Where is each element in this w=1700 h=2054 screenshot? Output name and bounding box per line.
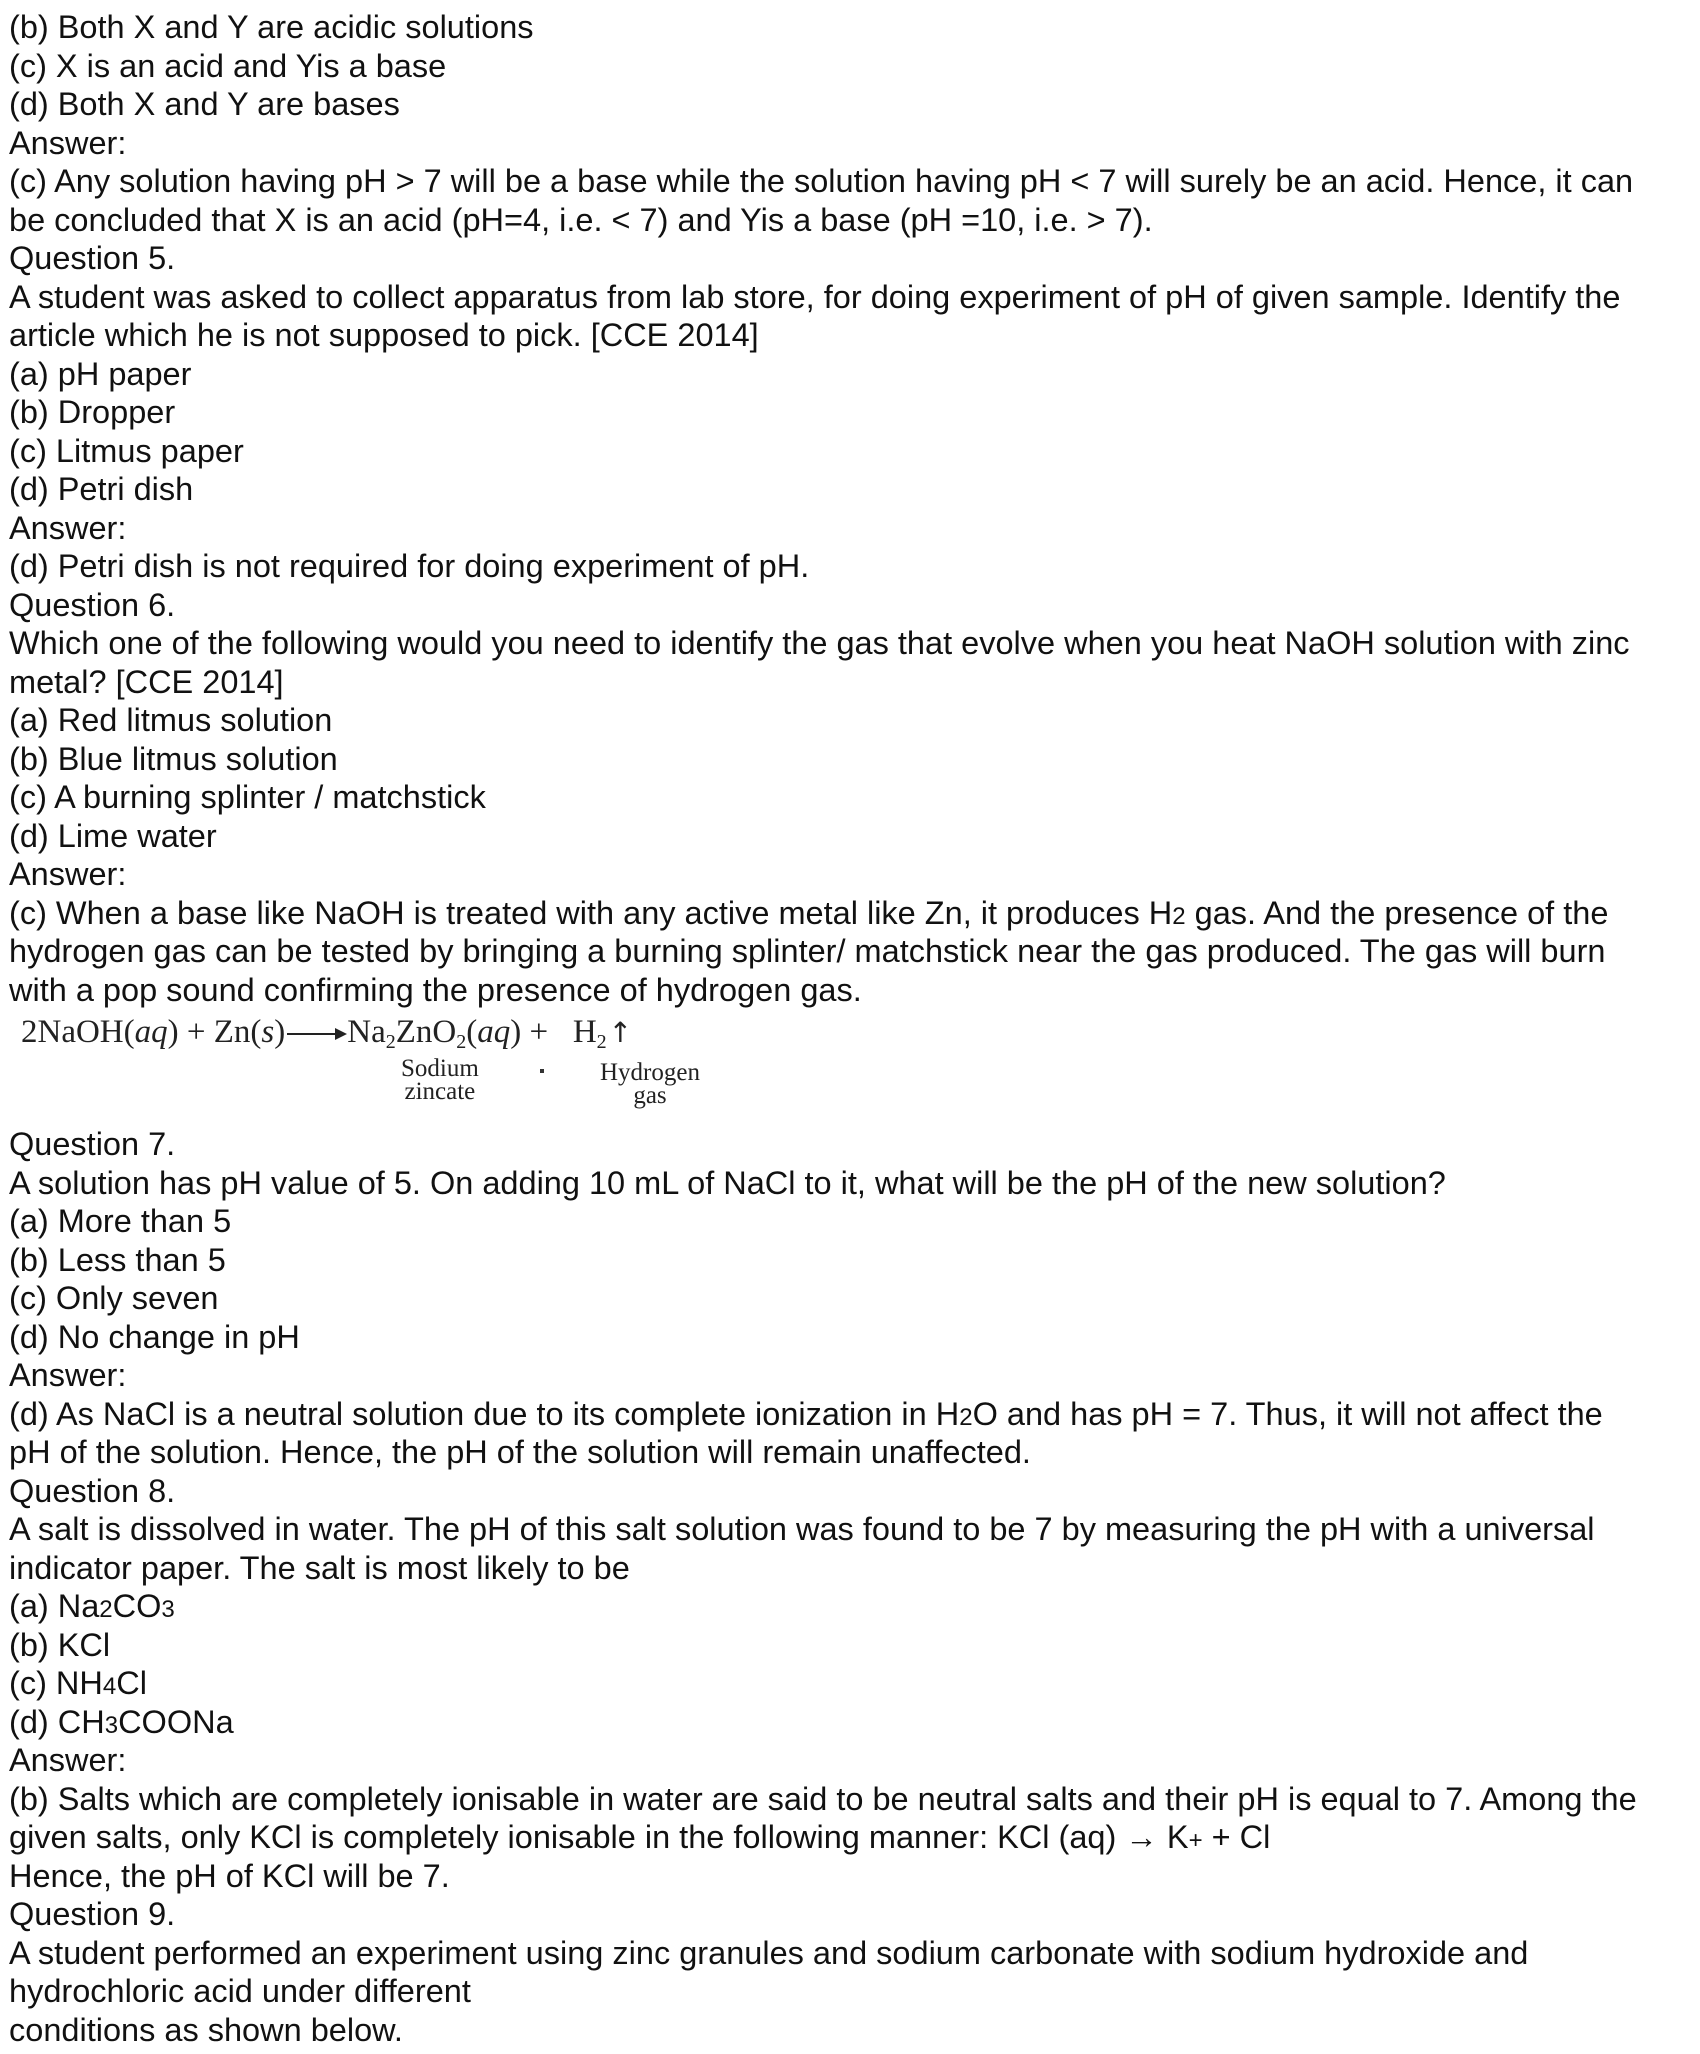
text-line: be concluded that X is an acid (pH=4, i.e. < 7) and Yis a base (pH =10, i.e. > 7). [9, 201, 1153, 238]
text-line: hydrogen gas can be tested by bringing a burning splinter/ matchstick near the gas produced. The gas will burn [9, 933, 1606, 969]
option-line: (d) Lime water [9, 817, 217, 854]
equation-part: ) + Zn( [167, 1014, 262, 1050]
text-line: conditions as shown below. [9, 2011, 403, 2048]
option-line: (d) Petri dish [9, 471, 194, 507]
text-span: (c) NH [9, 1665, 103, 1701]
option-line: (d) No change in pH [9, 1318, 300, 1355]
equation-part: Na [347, 1014, 386, 1050]
text-line: with a pop sound confirming the presence of hydrogen gas. [9, 971, 862, 1008]
label-line: Sodium [401, 1055, 479, 1082]
label-line: Hydrogen [600, 1059, 700, 1086]
subscript: 4 [102, 1673, 117, 1700]
chemical-equation [9, 1013, 1689, 1125]
equation-label-hydrogen-gas [600, 1061, 700, 1107]
text-line [9, 1395, 1689, 1434]
text-span: CO [112, 1588, 162, 1624]
question-heading: Question 9. [9, 1896, 176, 1932]
equation-part: 2NaOH( [21, 1014, 135, 1050]
text-span: given salts, only KCl is completely ionisable in the following manner: KCl (aq) → K [9, 1819, 1189, 1855]
text-line [9, 1818, 1689, 1857]
text-line: hydrochloric acid under different [9, 1973, 471, 2009]
text-line: (b) Salts which are completely ionisable in water are said to be neutral salts and their pH is equal to 7. Among the [9, 1780, 1637, 1817]
text-line: (d) Both X and Y are bases [9, 86, 400, 122]
text-line: metal? [CCE 2014] [9, 663, 284, 700]
option-line [9, 1664, 1689, 1703]
text-span: + Cl [1202, 1819, 1271, 1855]
text-span: (d) As NaCl is a neutral solution due to its complete ionization in H [9, 1395, 960, 1432]
option-line: (a) Red litmus solution [9, 702, 333, 738]
text-line: A student was asked to collect apparatus from lab store, for doing experiment of pH of given sample. Identify the [9, 278, 1621, 315]
option-line [9, 1587, 1689, 1626]
subscript: 3 [104, 1711, 119, 1739]
option-line: (b) Blue litmus solution [9, 740, 338, 777]
equation-formula [21, 1013, 632, 1053]
text-span: COONa [118, 1703, 234, 1740]
question-heading: Question 7. [9, 1126, 176, 1162]
subscript: 2 [596, 1031, 607, 1053]
equation-state: aq [477, 1014, 511, 1050]
text-line: pH of the solution. Hence, the pH of the solution will remain unaffected. [9, 1434, 1031, 1470]
answer-label: Answer: [9, 509, 127, 546]
text-line: (c) X is an acid and Yis a base [9, 47, 447, 84]
option-line [9, 1703, 1689, 1742]
document-page [9, 8, 1689, 2049]
text-line: A salt is dissolved in water. The pH of this salt solution was found to be 7 by measuring the pH with a universal [9, 1511, 1595, 1547]
answer-label: Answer: [9, 1357, 127, 1393]
text-span: O and has pH = 7. Thus, it will not affect the [972, 1395, 1603, 1432]
text-span: (c) When a base like NaOH is treated with any active metal like Zn, it produces H [9, 894, 1173, 931]
answer-label: Answer: [9, 124, 127, 161]
option-line: (b) Dropper [9, 394, 176, 430]
stray-dot [540, 1069, 544, 1073]
option-line: (c) Litmus paper [9, 432, 244, 469]
text-span: Cl [116, 1665, 147, 1701]
equation-part: ZnO [395, 1014, 457, 1050]
option-line: (a) More than 5 [9, 1203, 232, 1239]
equation-state: s [261, 1014, 275, 1050]
option-line: (b) Less than 5 [9, 1241, 226, 1278]
label-line: zincate [404, 1078, 476, 1105]
text-line: A student performed an experiment using zinc granules and sodium carbonate with sodium hydroxide and [9, 1934, 1529, 1971]
text-line: indicator paper. The salt is most likely to be [9, 1549, 630, 1586]
subscript: 2 [99, 1596, 113, 1623]
subscript: 3 [161, 1596, 175, 1623]
subscript: 2 [1172, 902, 1186, 930]
option-line: (c) A burning splinter / matchstick [9, 779, 486, 815]
text-line: Which one of the following would you need to identify the gas that evolve when you heat NaOH solution with zinc [9, 625, 1630, 661]
answer-label: Answer: [9, 1742, 127, 1778]
equation-part: ) [274, 1014, 286, 1050]
text-line: (b) Both X and Y are acidic solutions [9, 9, 534, 45]
answer-label: Answer: [9, 856, 127, 892]
option-line: (b) KCl [9, 1626, 111, 1663]
text-line [9, 894, 1689, 933]
text-span: gas. And the presence of the [1185, 894, 1609, 931]
text-line: A solution has pH value of 5. On adding 10 mL of NaCl to it, what will be the pH of the new solution? [9, 1164, 1446, 1201]
equation-part: ) + [510, 1014, 549, 1050]
text-span: (a) Na [9, 1588, 100, 1624]
equation-part: ( [466, 1014, 478, 1050]
option-line: (c) Only seven [9, 1280, 219, 1316]
text-block-2 [9, 1125, 1689, 2049]
text-line: (c) Any solution having pH > 7 will be a base while the solution having pH < 7 will surely be an acid. Hence, it can [9, 163, 1634, 199]
question-heading: Question 5. [9, 240, 176, 276]
label-line: gas [633, 1082, 667, 1109]
question-heading: Question 6. [9, 586, 176, 623]
text-line: article which he is not supposed to pick. [CCE 2014] [9, 317, 759, 353]
reaction-arrow-icon [287, 1033, 345, 1035]
text-line: Hence, the pH of KCl will be 7. [9, 1857, 450, 1894]
option-line: (a) pH paper [9, 355, 192, 392]
text-line: (d) Petri dish is not required for doing experiment of pH. [9, 548, 810, 584]
text-span: (d) CH [9, 1703, 105, 1740]
equation-state: aq [134, 1014, 168, 1050]
subscript: 2 [959, 1403, 973, 1431]
question-heading: Question 8. [9, 1472, 176, 1509]
gas-evolved-arrow-icon: ↑ [608, 1016, 633, 1049]
equation-part: H [572, 1014, 597, 1050]
subscript: 2 [385, 1031, 396, 1053]
superscript: + [1188, 1827, 1203, 1854]
equation-label-sodium-zincate [401, 1057, 479, 1103]
subscript: 2 [456, 1031, 467, 1053]
text-block-1 [9, 8, 1689, 1009]
